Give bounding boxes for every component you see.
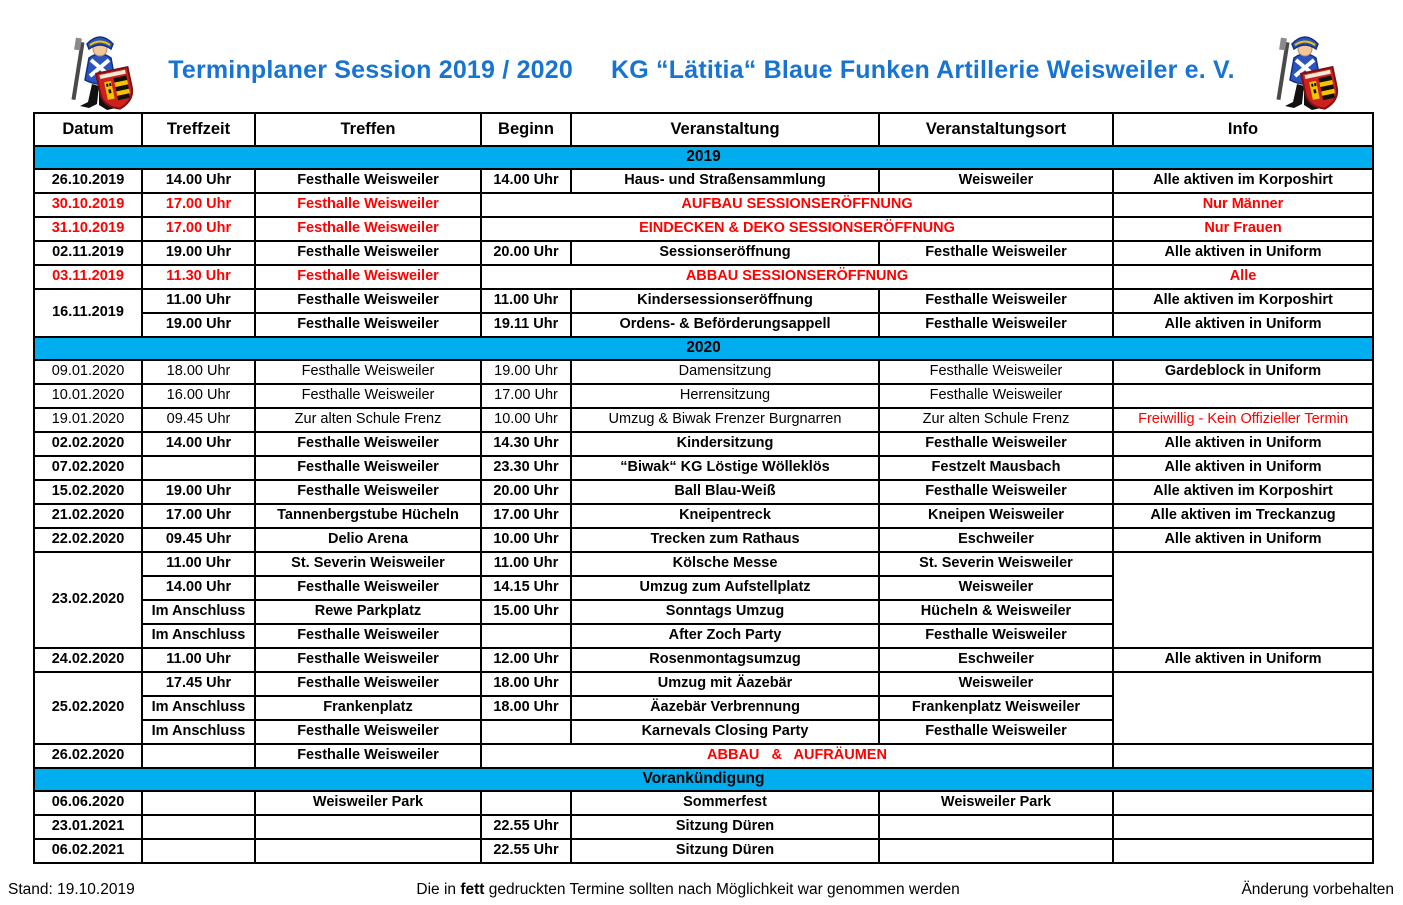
- cell-beginn: 17.00 Uhr: [481, 384, 571, 408]
- cell-info: Nur Frauen: [1113, 217, 1373, 241]
- cell-beginn: 22.55 Uhr: [481, 839, 571, 863]
- cell-treffen: Weisweiler Park: [255, 791, 481, 815]
- cell-treffzeit: Im Anschluss: [142, 720, 255, 744]
- cell-ort: Festhalle Weisweiler: [879, 360, 1113, 384]
- cell-info: Alle aktiven in Uniform: [1113, 313, 1373, 337]
- cell-beginn: 23.30 Uhr: [481, 456, 571, 480]
- table-row: [34, 815, 1373, 839]
- cell-ort: Hücheln & Weisweiler: [879, 600, 1113, 624]
- cell-beginn: 10.00 Uhr: [481, 408, 571, 432]
- table-row: [34, 456, 1373, 480]
- table-row: [34, 241, 1373, 265]
- cell-beginn: 18.00 Uhr: [481, 696, 571, 720]
- cell-datum: 15.02.2020: [34, 480, 142, 504]
- cell-treffen: Festhalle Weisweiler: [255, 624, 481, 648]
- table-row: [34, 289, 1373, 313]
- cell-veranstaltung: “Biwak“ KG Löstige Wölleklös: [571, 456, 879, 480]
- cell-beginn: 14.15 Uhr: [481, 576, 571, 600]
- cell-veranstaltung: Sessionseröffnung: [571, 241, 879, 265]
- cell-info: [1113, 672, 1373, 744]
- cell-treffzeit: 09.45 Uhr: [142, 408, 255, 432]
- table-row: [34, 217, 1373, 241]
- table-row: [34, 648, 1373, 672]
- cell-treffen: Festhalle Weisweiler: [255, 313, 481, 337]
- cell-ort: Eschweiler: [879, 648, 1113, 672]
- cell-treffzeit: 14.00 Uhr: [142, 576, 255, 600]
- cell-treffzeit: 11.00 Uhr: [142, 648, 255, 672]
- cell-info: Nur Männer: [1113, 193, 1373, 217]
- cell-info: [1113, 384, 1373, 408]
- cell-treffzeit: 11.00 Uhr: [142, 552, 255, 576]
- cell-info: [1113, 552, 1373, 648]
- cell-treffen: Frankenplatz: [255, 696, 481, 720]
- table-row: [34, 672, 1373, 696]
- cell-treffzeit: [142, 815, 255, 839]
- col-header-veranstaltung: Veranstaltung: [571, 113, 879, 146]
- table-row: [34, 169, 1373, 193]
- cell-beginn: [481, 720, 571, 744]
- footer-note-bold-word: fett: [460, 881, 485, 898]
- table-row: [34, 384, 1373, 408]
- cell-datum: 30.10.2019: [34, 193, 142, 217]
- cell-merged-event: EINDECKEN & DEKO SESSIONSERÖFFNUNG: [481, 217, 1113, 241]
- cell-ort: Festzelt Mausbach: [879, 456, 1113, 480]
- cell-info: Alle: [1113, 265, 1373, 289]
- cell-datum: 23.01.2021: [34, 815, 142, 839]
- table-row: [34, 193, 1373, 217]
- cell-beginn: 15.00 Uhr: [481, 600, 571, 624]
- col-header-beginn: Beginn: [481, 113, 571, 146]
- page-title-session: Terminplaner Session 2019 / 2020: [168, 56, 573, 84]
- cell-beginn: 20.00 Uhr: [481, 241, 571, 265]
- cell-treffen: Festhalle Weisweiler: [255, 193, 481, 217]
- cell-veranstaltung: Karnevals Closing Party: [571, 720, 879, 744]
- cell-treffen: [255, 839, 481, 863]
- cell-treffen: Festhalle Weisweiler: [255, 241, 481, 265]
- cell-treffzeit: [142, 839, 255, 863]
- cell-treffzeit: 19.00 Uhr: [142, 241, 255, 265]
- cell-veranstaltung: Sommerfest: [571, 791, 879, 815]
- cell-datum: 16.11.2019: [34, 289, 142, 337]
- cell-ort: Festhalle Weisweiler: [879, 241, 1113, 265]
- cell-veranstaltung: Kneipentreck: [571, 504, 879, 528]
- cell-beginn: [481, 624, 571, 648]
- cell-datum: 21.02.2020: [34, 504, 142, 528]
- cell-veranstaltung: Umzug mit Äazebär: [571, 672, 879, 696]
- cell-beginn: 22.55 Uhr: [481, 815, 571, 839]
- cell-info: Alle aktiven im Korposhirt: [1113, 289, 1373, 313]
- cell-info: Freiwillig - Kein Offizieller Termin: [1113, 408, 1373, 432]
- cell-treffen: St. Severin Weisweiler: [255, 552, 481, 576]
- footer-note-post: gedruckten Termine sollten nach Möglichkeit war genommen werden: [484, 881, 960, 898]
- cell-veranstaltung: Ball Blau-Weiß: [571, 480, 879, 504]
- cell-treffzeit: 11.30 Uhr: [142, 265, 255, 289]
- cell-datum: 07.02.2020: [34, 456, 142, 480]
- cell-merged-event: ABBAU & AUFRÄUMEN: [481, 744, 1113, 768]
- schedule-table: [33, 112, 1374, 864]
- cell-beginn: 10.00 Uhr: [481, 528, 571, 552]
- cell-ort: Festhalle Weisweiler: [879, 313, 1113, 337]
- table-row: [34, 432, 1373, 456]
- cell-treffen: Festhalle Weisweiler: [255, 576, 481, 600]
- cell-datum: 19.01.2020: [34, 408, 142, 432]
- cell-datum: 23.02.2020: [34, 552, 142, 648]
- cell-datum: 31.10.2019: [34, 217, 142, 241]
- cell-treffzeit: 09.45 Uhr: [142, 528, 255, 552]
- cell-datum: 03.11.2019: [34, 265, 142, 289]
- cell-info: Alle aktiven in Uniform: [1113, 432, 1373, 456]
- cell-treffen: Festhalle Weisweiler: [255, 720, 481, 744]
- col-header-treffzeit: Treffzeit: [142, 113, 255, 146]
- cell-veranstaltung: Kölsche Messe: [571, 552, 879, 576]
- footer-bar: [0, 881, 1403, 899]
- cell-treffen: Festhalle Weisweiler: [255, 289, 481, 313]
- footer-note: [416, 881, 959, 899]
- cell-treffzeit: Im Anschluss: [142, 624, 255, 648]
- section-band-2019: [34, 146, 1373, 169]
- cell-ort: [879, 839, 1113, 863]
- cell-datum: 09.01.2020: [34, 360, 142, 384]
- cell-info: [1113, 839, 1373, 863]
- cell-veranstaltung: After Zoch Party: [571, 624, 879, 648]
- cell-veranstaltung: Ordens- & Beförderungsappell: [571, 313, 879, 337]
- cell-datum: 26.10.2019: [34, 169, 142, 193]
- cell-beginn: 12.00 Uhr: [481, 648, 571, 672]
- cell-veranstaltung: Kindersitzung: [571, 432, 879, 456]
- cell-ort: Eschweiler: [879, 528, 1113, 552]
- cell-ort: Weisweiler: [879, 576, 1113, 600]
- cell-treffen: Festhalle Weisweiler: [255, 480, 481, 504]
- cell-info: Alle aktiven in Uniform: [1113, 456, 1373, 480]
- table-row: [34, 528, 1373, 552]
- table-row: [34, 839, 1373, 863]
- col-header-info: Info: [1113, 113, 1373, 146]
- cell-ort: Zur alten Schule Frenz: [879, 408, 1113, 432]
- cell-datum: 02.11.2019: [34, 241, 142, 265]
- cell-veranstaltung: Umzug & Biwak Frenzer Burgnarren: [571, 408, 879, 432]
- cell-treffzeit: 17.00 Uhr: [142, 193, 255, 217]
- cell-treffzeit: 14.00 Uhr: [142, 169, 255, 193]
- cell-treffzeit: [142, 456, 255, 480]
- cell-treffen: Festhalle Weisweiler: [255, 648, 481, 672]
- cell-treffen: Delio Arena: [255, 528, 481, 552]
- cell-beginn: 11.00 Uhr: [481, 289, 571, 313]
- cell-datum: 24.02.2020: [34, 648, 142, 672]
- cell-treffen: Festhalle Weisweiler: [255, 384, 481, 408]
- cell-beginn: [481, 791, 571, 815]
- table-row: [34, 744, 1373, 768]
- club-mascot-logo-right-icon: [1265, 28, 1347, 112]
- cell-treffzeit: 11.00 Uhr: [142, 289, 255, 313]
- cell-ort: Frankenplatz Weisweiler: [879, 696, 1113, 720]
- cell-veranstaltung: Herrensitzung: [571, 384, 879, 408]
- col-header-veranstaltungsort: Veranstaltungsort: [879, 113, 1113, 146]
- cell-treffen: Festhalle Weisweiler: [255, 744, 481, 768]
- section-label: Vorankündigung: [34, 768, 1373, 791]
- table-row: [34, 313, 1373, 337]
- cell-treffen: Festhalle Weisweiler: [255, 265, 481, 289]
- cell-treffzeit: 17.00 Uhr: [142, 504, 255, 528]
- cell-veranstaltung: Damensitzung: [571, 360, 879, 384]
- section-band-vorankuendigung: [34, 768, 1373, 791]
- table-row: [34, 360, 1373, 384]
- cell-info: Gardeblock in Uniform: [1113, 360, 1373, 384]
- col-header-datum: Datum: [34, 113, 142, 146]
- footer-note-pre: Die in: [416, 881, 461, 898]
- cell-beginn: 11.00 Uhr: [481, 552, 571, 576]
- table-row: [34, 791, 1373, 815]
- cell-ort: [879, 815, 1113, 839]
- cell-datum: 26.02.2020: [34, 744, 142, 768]
- cell-treffzeit: 19.00 Uhr: [142, 480, 255, 504]
- cell-treffen: Rewe Parkplatz: [255, 600, 481, 624]
- cell-datum: 06.06.2020: [34, 791, 142, 815]
- cell-datum: 06.02.2021: [34, 839, 142, 863]
- cell-veranstaltung: Sitzung Düren: [571, 815, 879, 839]
- cell-merged-event: ABBAU SESSIONSERÖFFNUNG: [481, 265, 1113, 289]
- table-row: [34, 504, 1373, 528]
- col-header-treffen: Treffen: [255, 113, 481, 146]
- cell-treffzeit: 19.00 Uhr: [142, 313, 255, 337]
- cell-info: Alle aktiven in Uniform: [1113, 241, 1373, 265]
- section-band-2020: [34, 337, 1373, 360]
- cell-merged-event: AUFBAU SESSIONSERÖFFNUNG: [481, 193, 1113, 217]
- cell-datum: 22.02.2020: [34, 528, 142, 552]
- cell-veranstaltung: Trecken zum Rathaus: [571, 528, 879, 552]
- cell-beginn: 18.00 Uhr: [481, 672, 571, 696]
- cell-treffen: Tannenbergstube Hücheln: [255, 504, 481, 528]
- cell-treffzeit: [142, 744, 255, 768]
- section-label: 2019: [34, 146, 1373, 169]
- cell-ort: Weisweiler Park: [879, 791, 1113, 815]
- cell-ort: Festhalle Weisweiler: [879, 720, 1113, 744]
- section-label: 2020: [34, 337, 1373, 360]
- table-row: [34, 408, 1373, 432]
- cell-ort: Festhalle Weisweiler: [879, 289, 1113, 313]
- cell-treffen: Zur alten Schule Frenz: [255, 408, 481, 432]
- cell-treffzeit: 17.00 Uhr: [142, 217, 255, 241]
- cell-treffen: Festhalle Weisweiler: [255, 360, 481, 384]
- cell-beginn: 17.00 Uhr: [481, 504, 571, 528]
- cell-ort: Weisweiler: [879, 169, 1113, 193]
- cell-ort: Weisweiler: [879, 672, 1113, 696]
- cell-beginn: 20.00 Uhr: [481, 480, 571, 504]
- cell-info: Alle aktiven im Korposhirt: [1113, 480, 1373, 504]
- cell-beginn: 14.00 Uhr: [481, 169, 571, 193]
- cell-datum: 02.02.2020: [34, 432, 142, 456]
- cell-beginn: 19.11 Uhr: [481, 313, 571, 337]
- cell-veranstaltung: Haus- und Straßensammlung: [571, 169, 879, 193]
- cell-veranstaltung: Umzug zum Aufstellplatz: [571, 576, 879, 600]
- cell-veranstaltung: Sitzung Düren: [571, 839, 879, 863]
- cell-beginn: 19.00 Uhr: [481, 360, 571, 384]
- page-title: [0, 56, 1403, 85]
- cell-treffen: Festhalle Weisweiler: [255, 169, 481, 193]
- cell-treffzeit: 14.00 Uhr: [142, 432, 255, 456]
- cell-treffen: Festhalle Weisweiler: [255, 432, 481, 456]
- cell-ort: Festhalle Weisweiler: [879, 384, 1113, 408]
- cell-info: Alle aktiven in Uniform: [1113, 528, 1373, 552]
- cell-treffzeit: 18.00 Uhr: [142, 360, 255, 384]
- cell-treffzeit: 17.45 Uhr: [142, 672, 255, 696]
- cell-beginn: 14.30 Uhr: [481, 432, 571, 456]
- cell-treffzeit: Im Anschluss: [142, 600, 255, 624]
- cell-ort: Festhalle Weisweiler: [879, 624, 1113, 648]
- title-bar: [0, 0, 1403, 112]
- table-header-row: [34, 113, 1373, 146]
- cell-veranstaltung: Sonntags Umzug: [571, 600, 879, 624]
- cell-veranstaltung: Rosenmontagsumzug: [571, 648, 879, 672]
- footer-stand-date: Stand: 19.10.2019: [8, 881, 135, 898]
- cell-veranstaltung: Äazebär Verbrennung: [571, 696, 879, 720]
- cell-treffen: Festhalle Weisweiler: [255, 672, 481, 696]
- cell-info: [1113, 744, 1373, 768]
- cell-info: [1113, 815, 1373, 839]
- cell-info: Alle aktiven im Treckanzug: [1113, 504, 1373, 528]
- cell-info: Alle aktiven im Korposhirt: [1113, 169, 1373, 193]
- cell-treffzeit: [142, 791, 255, 815]
- cell-ort: Festhalle Weisweiler: [879, 432, 1113, 456]
- cell-ort: Festhalle Weisweiler: [879, 480, 1113, 504]
- cell-info: Alle aktiven in Uniform: [1113, 648, 1373, 672]
- page-title-club: KG “Lätitia“ Blaue Funken Artillerie Weisweiler e. V.: [611, 56, 1235, 84]
- cell-ort: St. Severin Weisweiler: [879, 552, 1113, 576]
- cell-treffen: Festhalle Weisweiler: [255, 217, 481, 241]
- footer-changes-reserved: Änderung vorbehalten: [1241, 881, 1394, 898]
- cell-datum: 10.01.2020: [34, 384, 142, 408]
- table-row: [34, 480, 1373, 504]
- cell-treffen: Festhalle Weisweiler: [255, 456, 481, 480]
- cell-treffen: [255, 815, 481, 839]
- cell-veranstaltung: Kindersessionseröffnung: [571, 289, 879, 313]
- table-row: [34, 552, 1373, 576]
- cell-datum: 25.02.2020: [34, 672, 142, 744]
- cell-ort: Kneipen Weisweiler: [879, 504, 1113, 528]
- cell-treffzeit: Im Anschluss: [142, 696, 255, 720]
- table-row: [34, 265, 1373, 289]
- cell-treffzeit: 16.00 Uhr: [142, 384, 255, 408]
- cell-info: [1113, 791, 1373, 815]
